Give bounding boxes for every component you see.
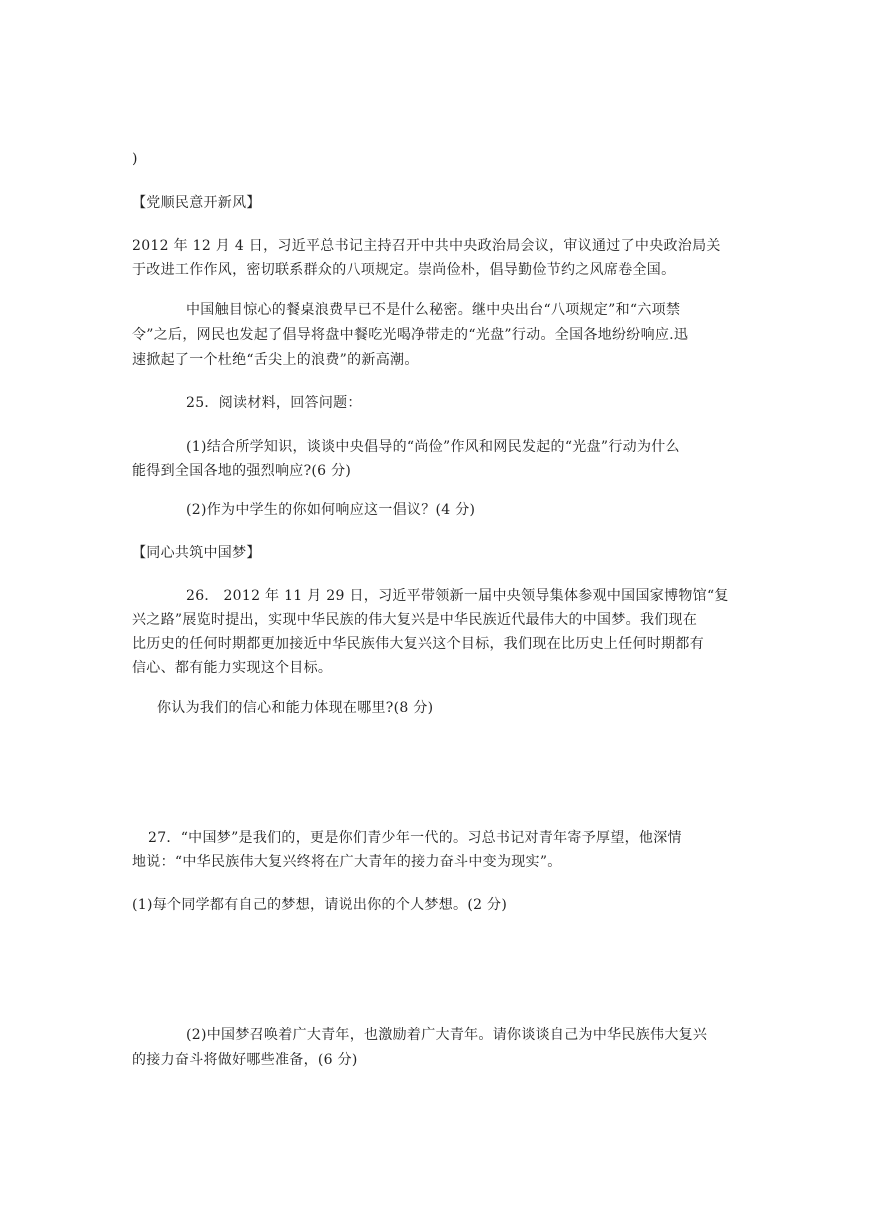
question-26-prompt: 你认为我们的信心和能力体现在哪里?(8 分): [157, 700, 434, 716]
question-25-part-1-line-2: 能得到全国各地的强烈响应?(6 分): [132, 463, 352, 479]
closing-parenthesis: ): [132, 151, 138, 167]
question-25-intro: 25．阅读材料，回答问题：: [186, 395, 362, 411]
question-27-part-1: (1)每个同学都有自己的梦想，请说出你的个人梦想。(2 分): [132, 897, 508, 913]
question-26-line-2: 兴之路”展览时提出，实现中华民族的伟大复兴是中华民族近代最伟大的中国梦。我们现在: [132, 612, 698, 628]
section-heading-new-style: 【党顺民意开新风】: [132, 195, 261, 211]
question-26-line-3: 比历史的任何时期都更加接近中华民族伟大复兴这个目标，我们现在比历史上任何时期都有: [132, 636, 704, 652]
question-27-part-2-line-1: (2)中国梦召唤着广大青年，也激励着广大青年。请你谈谈自己为中华民族伟大复兴: [186, 1027, 708, 1043]
paragraph-2-line-1: 中国触目惊心的餐桌浪费早已不是什么秘密。继中央出台“八项规定”和“六项禁: [186, 302, 681, 318]
question-25-part-2: (2)作为中学生的你如何响应这一倡议？(4 分): [186, 502, 476, 518]
question-27-line-1: 27．“中国梦”是我们的，更是你们青少年一代的。习总书记对青年寄予厚望，他深情: [148, 830, 682, 846]
paragraph-2-line-2: 令”之后，网民也发起了倡导将盘中餐吃光喝净带走的“光盘”行动。全国各地纷纷响应.迅: [132, 327, 689, 343]
question-26-line-4: 信心、都有能力实现这个目标。: [132, 660, 333, 676]
question-27-part-2-line-2: 的接力奋斗将做好哪些准备，(6 分): [132, 1052, 358, 1068]
section-heading-china-dream: 【同心共筑中国梦】: [132, 545, 261, 561]
paragraph-1-line-2: 于改进工作作风，密切联系群众的八项规定。崇尚俭朴，倡导勤俭节约之风席卷全国。: [132, 262, 676, 278]
question-25-part-1-line-1: (1)结合所学知识，谈谈中央倡导的“尚俭”作风和网民发起的“光盘”行动为什么: [186, 439, 680, 455]
question-26-line-1: 26． 2012 年 11 月 29 日，习近平带领新一届中央领导集体参观中国国家博物馆“复: [186, 588, 729, 604]
paragraph-1-line-1: 2012 年 12 月 4 日，习近平总书记主持召开中共中央政治局会议，审议通过了中央政治局关: [132, 238, 721, 254]
question-27-line-2: 地说：“中华民族伟大复兴终将在广大青年的接力奋斗中变为现实”。: [132, 854, 562, 870]
paragraph-2-line-3: 速掀起了一个杜绝“舌尖上的浪费”的新高潮。: [132, 352, 419, 368]
